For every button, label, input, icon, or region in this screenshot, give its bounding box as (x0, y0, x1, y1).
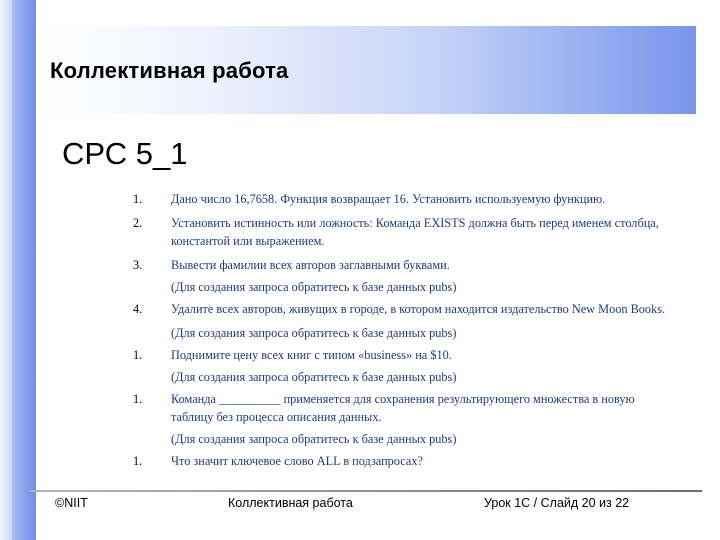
task-text: Удалите всех авторов, живущих в городе, в котором находится издательство New Moon Books. (171, 302, 666, 316)
task-note-text: (Для создания запроса обратитесь к базе данных pubs) (171, 432, 457, 446)
task-number: 3. (133, 258, 143, 272)
footer-copyright: ©NIIT (55, 496, 88, 510)
task-number: 1. (133, 192, 143, 206)
task-text: Вывести фамилии всех авторов заглавными буквами. (171, 258, 450, 272)
task-item (133, 214, 673, 250)
task-item (133, 390, 673, 426)
task-text: Что значит ключевое слово ALL в подзапросах? (171, 454, 423, 468)
task-note (133, 430, 673, 448)
footer-slide-number: Урок 1С / Слайд 20 из 22 (484, 496, 630, 510)
left-bar-highlight (0, 0, 12, 540)
task-number: 1. (133, 348, 143, 362)
task-number: 1. (133, 392, 143, 406)
task-text: Дано число 16,7658. Функция возвращает 16. Установить используемую функцию. (171, 192, 606, 206)
task-item (133, 190, 673, 208)
task-note (133, 324, 673, 342)
task-item (133, 300, 673, 318)
task-text: Поднимите цену всех книг с типом «business» на $10. (171, 348, 452, 362)
task-note-text: (Для создания запроса обратитесь к базе данных pubs) (171, 370, 457, 384)
task-item (133, 452, 673, 470)
task-note (133, 368, 673, 386)
task-note-text: (Для создания запроса обратитесь к базе данных pubs) (171, 326, 457, 340)
footer-divider (30, 490, 702, 492)
task-item (133, 256, 673, 274)
task-note (133, 278, 673, 296)
task-text: Установить истинность или ложность: Команда EXISTS должна быть перед именем столбца, константой или выражением. (171, 216, 659, 248)
task-number: 4. (133, 302, 143, 316)
task-item (133, 346, 673, 364)
task-number: 2. (133, 216, 143, 230)
slide-heading: СРС 5_1 (62, 136, 188, 171)
task-number: 1. (133, 454, 143, 468)
task-note-text: (Для создания запроса обратитесь к базе данных pubs) (171, 280, 457, 294)
left-decorative-bar (0, 0, 36, 540)
task-list (133, 190, 673, 470)
task-text: Команда __________ применяется для сохранения результирующего множества в новую таблицу без процесса описания данных. (171, 392, 635, 424)
header-title: Коллективная работа (50, 58, 289, 83)
footer-course-title: Коллективная работа (228, 496, 353, 510)
